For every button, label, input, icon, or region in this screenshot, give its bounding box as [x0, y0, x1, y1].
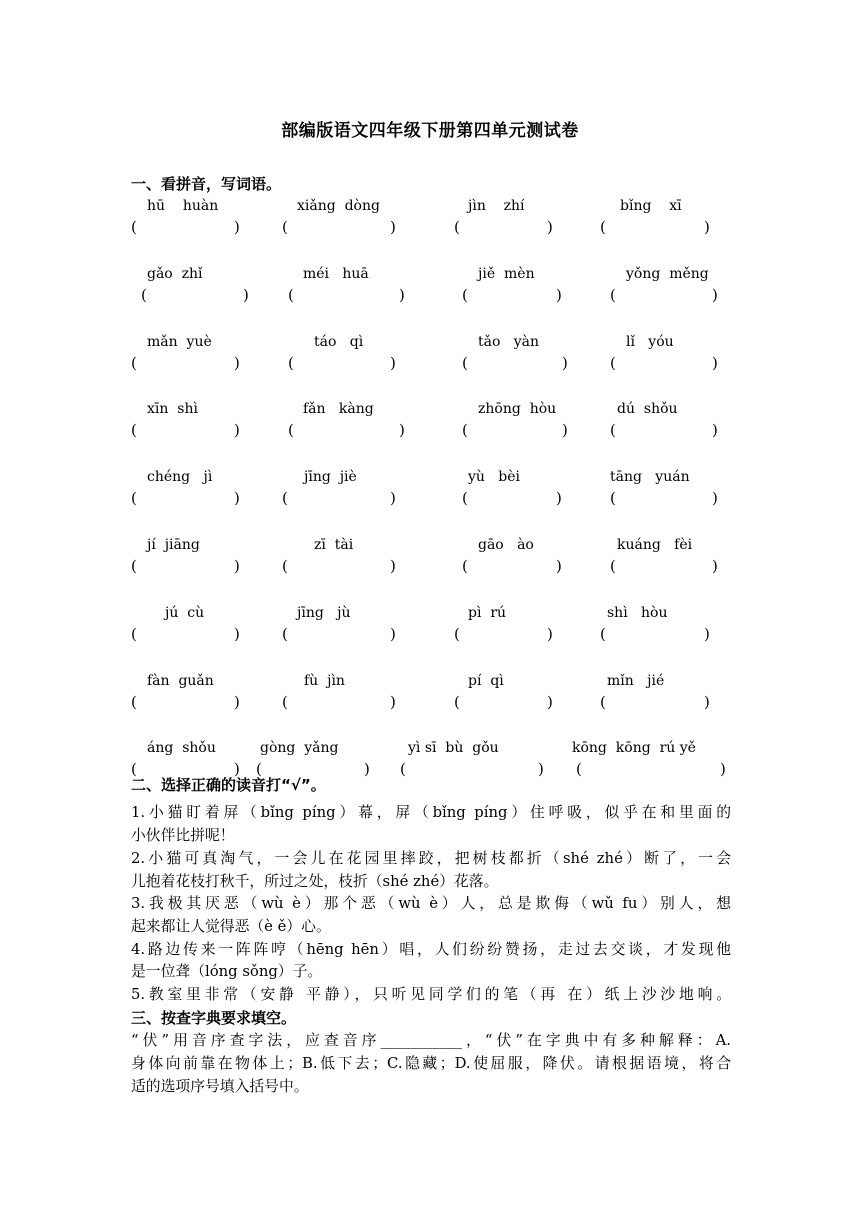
question-line: “伏”用音序查字法，应查音序___________，“伏”在字典中有多种解释：A. — [131, 1032, 731, 1049]
answer-blank-close: ) — [547, 218, 553, 236]
answer-blank-close: ) — [234, 489, 240, 507]
answer-blank-open: ( — [288, 286, 294, 304]
answer-blank-close: ) — [562, 354, 568, 372]
question-line: 身体向前靠在物体上；B.低下去；C.隐藏；D.使屈服，降伏。请根据语境，将合 — [131, 1055, 731, 1072]
answer-blank-open: ( — [256, 760, 262, 778]
answer-blank-open: ( — [131, 421, 137, 439]
answer-blank-close: ) — [704, 218, 710, 236]
answer-blank-close: ) — [556, 489, 562, 507]
pinyin-word: pì rú — [468, 605, 507, 621]
pinyin-word: gòng yǎng — [260, 740, 339, 756]
answer-blank-open: ( — [282, 625, 288, 643]
pinyin-word: mǐn jié — [607, 673, 665, 689]
answer-blank-close: ) — [243, 286, 249, 304]
question-line: 2.小猫可真淘气，一会儿在花园里摔跤，把树枝都折（shé zhé）断了，一会 — [131, 850, 731, 867]
pinyin-word: zhōng hòu — [478, 401, 557, 417]
question-line: 小伙伴比拼呢！ — [131, 827, 235, 844]
pinyin-word: yù bèi — [468, 469, 521, 485]
pinyin-word: chéng jì — [147, 469, 213, 485]
answer-blank-close: ) — [234, 625, 240, 643]
pinyin-word: bǐng xī — [620, 198, 682, 214]
answer-blank-close: ) — [399, 421, 405, 439]
pinyin-word: méi huā — [303, 266, 369, 282]
answer-blank-open: ( — [462, 557, 468, 575]
answer-blank-open: ( — [610, 421, 616, 439]
answer-blank-close: ) — [234, 421, 240, 439]
pinyin-word: tǎo yàn — [478, 334, 540, 350]
answer-blank-close: ) — [704, 693, 710, 711]
pinyin-word: yǒng měng — [626, 266, 709, 282]
answer-blank-close: ) — [399, 286, 405, 304]
pinyin-word: jú cù — [165, 605, 205, 621]
answer-blank-close: ) — [390, 489, 396, 507]
section1-heading: 一、看拼音，写词语。 — [131, 175, 282, 193]
pinyin-word: fàn guǎn — [147, 673, 214, 689]
pinyin-word: xīn shì — [147, 401, 198, 417]
pinyin-word: hū huàn — [147, 198, 219, 214]
pinyin-word: shì hòu — [607, 605, 668, 621]
answer-blank-close: ) — [712, 354, 718, 372]
answer-blank-close: ) — [712, 286, 718, 304]
answer-blank-close: ) — [390, 557, 396, 575]
answer-blank-open: ( — [454, 625, 460, 643]
pinyin-word: jí jiāng — [147, 537, 200, 553]
answer-blank-close: ) — [234, 557, 240, 575]
answer-blank-open: ( — [400, 760, 406, 778]
pinyin-word: xiǎng dòng — [297, 198, 380, 214]
pinyin-word: dú shǒu — [617, 401, 678, 417]
answer-blank-open: ( — [288, 354, 294, 372]
answer-blank-open: ( — [131, 760, 137, 778]
answer-blank-close: ) — [556, 557, 562, 575]
page-title: 部编版语文四年级下册第四单元测试卷 — [281, 121, 579, 141]
pinyin-word: jìn zhí — [468, 198, 525, 214]
answer-blank-close: ) — [720, 760, 726, 778]
pinyin-word: gāo ào — [478, 537, 534, 553]
answer-blank-open: ( — [600, 625, 606, 643]
pinyin-word: jīng jù — [297, 605, 351, 621]
answer-blank-open: ( — [131, 625, 137, 643]
section2-heading: 二、选择正确的读音打“√”。 — [131, 776, 326, 794]
answer-blank-open: ( — [462, 354, 468, 372]
answer-blank-close: ) — [390, 354, 396, 372]
answer-blank-open: ( — [610, 489, 616, 507]
answer-blank-open: ( — [462, 421, 468, 439]
answer-blank-open: ( — [282, 218, 288, 236]
pinyin-word: kuáng fèi — [617, 537, 693, 553]
question-line: 起来都让人觉得恶（è ě）心。 — [131, 918, 331, 935]
answer-blank-open: ( — [131, 693, 137, 711]
answer-blank-close: ) — [234, 218, 240, 236]
answer-blank-close: ) — [704, 625, 710, 643]
answer-blank-open: ( — [141, 286, 147, 304]
pinyin-word: kōng kōng rú yě — [572, 740, 696, 756]
question-line: 5.教室里非常（安静 平静），只听见同学们的笔（再 在）纸上沙沙地响。 — [131, 986, 731, 1003]
pinyin-word: fǎn kàng — [303, 401, 374, 417]
question-line: 1.小猫盯着屏（bǐng píng）幕，屏（bǐng píng）住呼吸，似乎在和里面的 — [131, 804, 731, 821]
answer-blank-open: ( — [600, 218, 606, 236]
answer-blank-open: ( — [282, 557, 288, 575]
answer-blank-close: ) — [390, 625, 396, 643]
answer-blank-open: ( — [131, 218, 137, 236]
pinyin-word: táo qì — [314, 334, 364, 350]
answer-blank-close: ) — [234, 354, 240, 372]
pinyin-word: jīng jiè — [304, 469, 357, 485]
answer-blank-close: ) — [538, 760, 544, 778]
pinyin-word: pí qì — [468, 673, 504, 689]
pinyin-word: zī tài — [314, 537, 354, 553]
answer-blank-open: ( — [576, 760, 582, 778]
answer-blank-open: ( — [131, 489, 137, 507]
question-line: 适的选项序号填入括号中。 — [131, 1078, 309, 1095]
answer-blank-open: ( — [131, 557, 137, 575]
answer-blank-open: ( — [288, 421, 294, 439]
question-line: 是一位聋（lóng sǒng）子。 — [131, 963, 323, 980]
answer-blank-open: ( — [462, 489, 468, 507]
answer-blank-open: ( — [282, 489, 288, 507]
answer-blank-close: ) — [562, 421, 568, 439]
pinyin-word: lǐ yóu — [626, 334, 674, 350]
answer-blank-open: ( — [610, 286, 616, 304]
pinyin-word: yì sī bù gǒu — [408, 740, 499, 756]
answer-blank-close: ) — [712, 557, 718, 575]
question-line: 儿抱着花枝打秋千，所过之处，枝折（shé zhé）花落。 — [131, 873, 499, 890]
answer-blank-close: ) — [556, 286, 562, 304]
answer-blank-close: ) — [712, 421, 718, 439]
answer-blank-close: ) — [234, 693, 240, 711]
answer-blank-close: ) — [390, 218, 396, 236]
pinyin-word: áng shǒu — [147, 740, 216, 756]
pinyin-word: mǎn yuè — [147, 334, 212, 350]
answer-blank-close: ) — [364, 760, 370, 778]
answer-blank-open: ( — [282, 693, 288, 711]
section3-heading: 三、按查字典要求填空。 — [131, 1009, 297, 1027]
answer-blank-open: ( — [462, 286, 468, 304]
pinyin-word: jiě mèn — [478, 266, 535, 282]
pinyin-word: fù jìn — [304, 673, 345, 689]
answer-blank-open: ( — [610, 354, 616, 372]
answer-blank-close: ) — [547, 625, 553, 643]
answer-blank-open: ( — [131, 354, 137, 372]
answer-blank-open: ( — [454, 218, 460, 236]
question-line: 4.路边传来一阵阵哼（hēng hēn）唱，人们纷纷赞扬，走过去交谈，才发现他 — [131, 941, 731, 958]
answer-blank-open: ( — [454, 693, 460, 711]
answer-blank-close: ) — [390, 693, 396, 711]
answer-blank-close: ) — [234, 760, 240, 778]
pinyin-word: tāng yuán — [610, 469, 690, 485]
answer-blank-close: ) — [547, 693, 553, 711]
pinyin-word: gǎo zhǐ — [147, 266, 203, 282]
answer-blank-open: ( — [610, 557, 616, 575]
answer-blank-close: ) — [712, 489, 718, 507]
answer-blank-open: ( — [600, 693, 606, 711]
question-line: 3.我极其厌恶（wù è）那个恶（wù è）人，总是欺侮（wǔ fu）别人，想 — [131, 895, 731, 912]
